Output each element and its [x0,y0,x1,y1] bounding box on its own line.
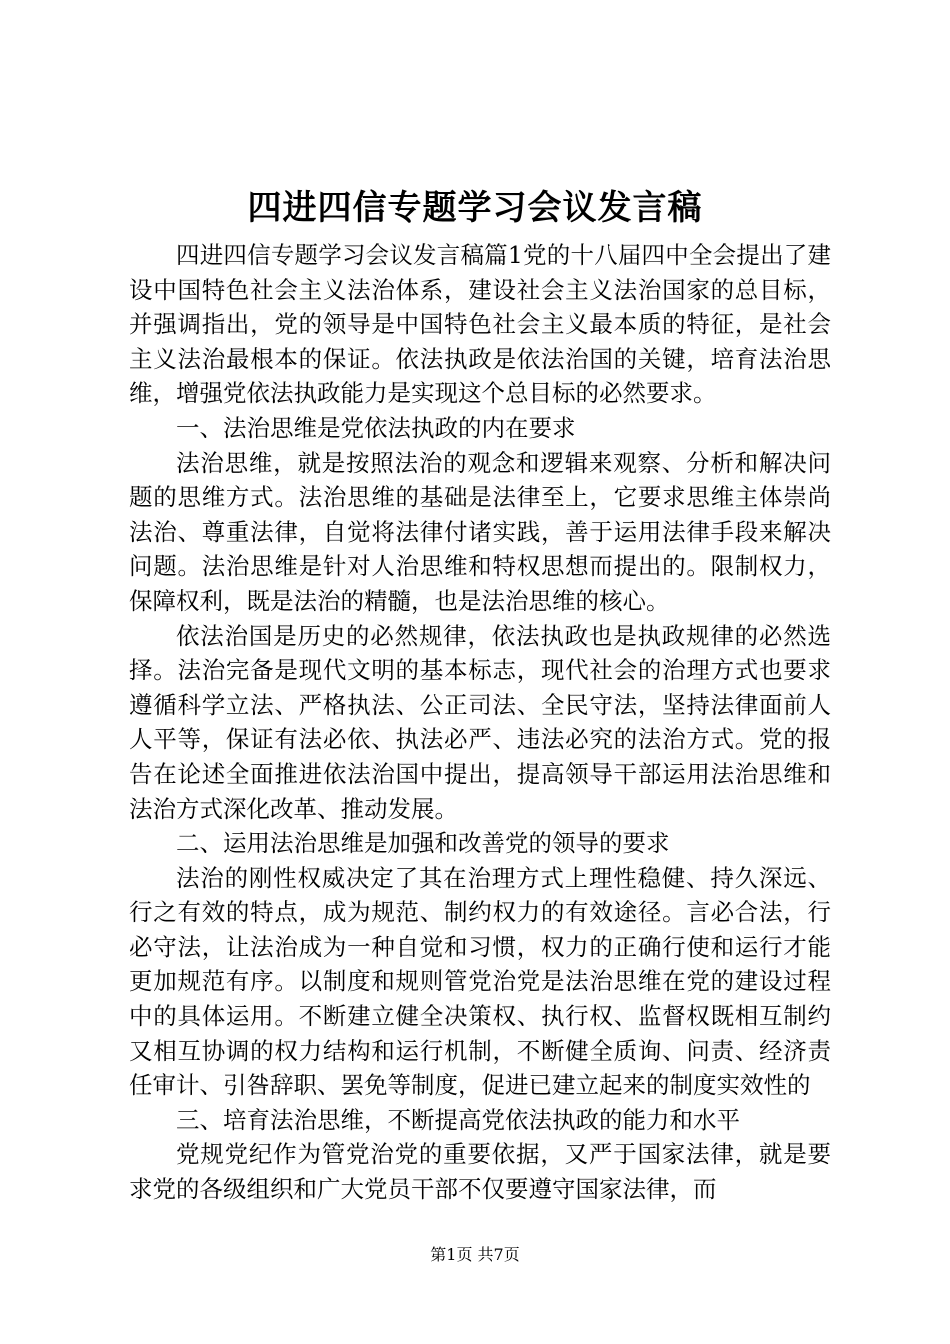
document-title: 四进四信专题学习会议发言稿 [247,188,703,228]
paragraph-intro: 四进四信专题学习会议发言稿篇1党的十八届四中全会提出了建设中国特色社会主义法治体系，建设社会主义法治国家的总目标，并强调指出，党的领导是中国特色社会主义最本质的特征，是社会主义法治最根本的保证。依法执政是依法治国的关键，培育法治思维，增强党依法执政能力是实现这个总目标的必然要求。 [129,241,831,408]
section-heading-2: 二、运用法治思维是加强和改善党的领导的要求 [176,829,670,858]
page-footer: 第1页 共7页 [430,1245,520,1264]
paragraph-section-3: 党规党纪作为管党治党的重要依据，又严于国家法律，就是要求党的各级组织和广大党员干部不仅要遵守国家法律，而 [129,1140,831,1204]
section-heading-3: 三、培育法治思维，不断提高党依法执政的能力和水平 [176,1105,740,1134]
paragraph-section-1a: 法治思维，就是按照法治的观念和逻辑来观察、分析和解决问题的思维方式。法治思维的基础是法律至上，它要求思维主体崇尚法治、尊重法律，自觉将法律付诸实践，善于运用法律手段来解决问题。法治思维是针对人治思维和特权思想而提出的。限制权力，保障权利，既是法治的精髓，也是法治思维的核心。 [129,448,831,615]
section-heading-1: 一、法治思维是党依法执政的内在要求 [176,413,576,442]
document-body [129,238,831,1207]
paragraph-section-1b: 依法治国是历史的必然规律，依法执政也是执政规律的必然选择。法治完备是现代文明的基本标志，现代社会的治理方式也要求遵循科学立法、严格执法、公正司法、全民守法，坚持法律面前人人平等，保证有法必依、执法必严、违法必究的法治方式。党的报告在论述全面推进依法治国中提出，提高领导干部运用法治思维和法治方式深化改革、推动发展。 [129,621,831,823]
paragraph-section-2: 法治的刚性权威决定了其在治理方式上理性稳健、持久深远、行之有效的特点，成为规范、制约权力的有效途径。言必合法，行必守法，让法治成为一种自觉和习惯，权力的正确行使和运行才能更加规范有序。以制度和规则管党治党是法治思维在党的建设过程中的具体运用。不断建立健全决策权、执行权、监督权既相互制约又相互协调的权力结构和运行机制，不断健全质询、问责、经济责任审计、引咎辞职、罢免等制度，促进已建立起来的制度实效性的 [129,863,831,1100]
